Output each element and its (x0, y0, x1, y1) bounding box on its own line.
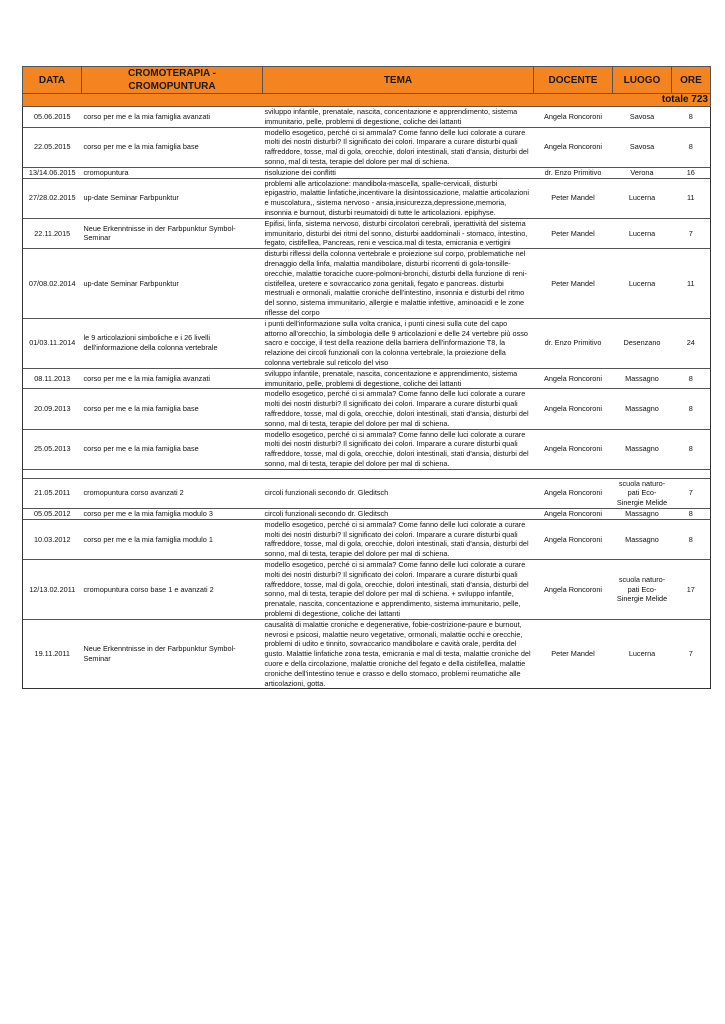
cell-ore: 7 (672, 619, 711, 689)
cell-docente: dr. Enzo Primitivo (534, 318, 613, 368)
cell-tema: risoluzione dei conflitti (263, 167, 534, 178)
cell-ore: 24 (672, 318, 711, 368)
cell-tema: i punti dell'informazione sulla volta cranica, i punti cinesi sulla cute del capo attorno all'orecchio, la simbologia delle 9 articolazioni e delle 24 vertebre più osso sacro e coccige, il test della reazione della barriera dell'informazione T8, la relazione dei circoli funzionali con la colonna vertebrale, la proiezione della colonna vertebrale sul reticolo del viso (263, 318, 534, 368)
cell-tema: modello esogetico, perché ci si ammala? Come fanno delle luci colorate a curare molti dei nostri disturbi? Il significato dei colori. Imparare a curare disturbi quali raffreddore, tosse, mal di gola, orecchie, dolori intestinali, stati d'ansia, disturbi del sonno, mal di testa, terapie del dolore per mal di schiena. (263, 127, 534, 167)
table-row (23, 178, 711, 218)
cell-date: 21.05.2011 (23, 478, 82, 508)
table-row (23, 127, 711, 167)
cell-tema: modello esogetico, perché ci si ammala? Come fanno delle luci colorate a curare molti dei nostri disturbi? Il significato dei colori. Imparare a curare disturbi quali raffreddore, tosse, mal di gola, orecchie, dolori intestinali, stati d'ansia, disturbi del sonno, mal di testa, terapie del dolore per mal di schiena. + sviluppo infantile, prenatale, nascita, concentazione e apprendimento, sistema immunitario, pelle, problemi di degestione, coliche dei lattanti (263, 560, 534, 620)
cell-ore: 7 (672, 478, 711, 508)
cell-tema: disturbi riflessi della colonna vertebrale e proiezione sul corpo, problematiche nel drenaggio della linfa, malattia mandibolare, disturbi ricorrenti di gola-tonsille-orecchie, malattie toraciche cuore-polmoni-bronchi, disturbi della funzione di reni-cistifellea, uretere e sovraccarico zona genitali, fegato e pancreas. disturbi mestruali e ormonali, malattie croniche dell'intestino, insonnia e disturbi del ritmo del sonno, sistema immunitario, allergie e malattie infettive, aminoacidi e le zone riflesse del corpo (263, 249, 534, 319)
cell-date: 20.09.2013 (23, 389, 82, 429)
cell-tema: causalità di malattie croniche e degenerative, fobie-costrizione-paure e burnout, nevrosi e psicosi, malattie neuro vegetative, ormonali, malattie occhi e orecchie, problemi di udito e tinnito, sovraccarico mandibolare e cavità orale, perdita del gusto. Malattie linfatiche zona testa, emicrania e mal di testa, malattie croniche del cuore e della circolazione, malattie croniche del fegato e della cistifellea, malattie croniche dell'intestino tenue e crasso e dello stomaco, problemi reumatiche alle articolazioni, gotta. (263, 619, 534, 689)
cell-docente: Angela Roncoroni (534, 368, 613, 389)
cell-luogo: Massagno (613, 509, 672, 520)
cell-ore: 7 (672, 218, 711, 248)
cell-docente (534, 469, 613, 478)
cell-date: 01/03.11.2014 (23, 318, 82, 368)
cell-ore: 8 (672, 389, 711, 429)
cell-tema: modello esogetico, perché ci si ammala? Come fanno delle luci colorate a curare molti dei nostri disturbi? Il significato dei colori. Imparare a curare disturbi quali raffreddore, tosse, mal di gola, orecchie, dolori intestinali, stati d'ansia, disturbi del sonno, mal di testa, terapie del dolore per mal di schiena. (263, 519, 534, 559)
cell-luogo: Desenzano (613, 318, 672, 368)
cell-ore: 11 (672, 178, 711, 218)
course-table (22, 66, 711, 689)
cell-date: 05.06.2015 (23, 107, 82, 128)
cell-ore: 8 (672, 509, 711, 520)
table-row (23, 429, 711, 469)
cell-docente: Angela Roncoroni (534, 519, 613, 559)
table-row (23, 389, 711, 429)
cell-tema: circoli funzionali secondo dr. Gleditsch (263, 478, 534, 508)
cell-luogo: scuola naturo-pati Eco-Sinergie Melide (613, 560, 672, 620)
cell-docente: Angela Roncoroni (534, 509, 613, 520)
table-row (23, 560, 711, 620)
table-row (23, 478, 711, 508)
total-row (23, 94, 711, 107)
cell-docente: Peter Mandel (534, 218, 613, 248)
cell-date: 22.11.2015 (23, 218, 82, 248)
cell-tema: problemi alle articolazione: mandibola-mascella, spalle-cervicali, disturbi epigastrio, malattie linfatiche,incentivare la disintossicazione, malattie articolazioni e muscolatura,, sistema nervoso - ansia,insicurezza,depressione,memoria, insonnia e burnout, disturbi reumatoidi di tutte le articolazioni. epiphyse. (263, 178, 534, 218)
cell-date: 10.03.2012 (23, 519, 82, 559)
cell-luogo: Lucerna (613, 249, 672, 319)
cell-docente: Angela Roncoroni (534, 107, 613, 128)
cell-course: corso per me e la mia famiglia modulo 1 (82, 519, 263, 559)
cell-ore: 8 (672, 107, 711, 128)
cell-luogo: Lucerna (613, 218, 672, 248)
cell-luogo: Verona (613, 167, 672, 178)
cell-date: 12/13.02.2011 (23, 560, 82, 620)
cell-luogo: Massagno (613, 389, 672, 429)
cell-ore: 11 (672, 249, 711, 319)
cell-date: 22.05.2015 (23, 127, 82, 167)
table-row (23, 167, 711, 178)
total-hours: totale 723 (23, 94, 711, 107)
cell-ore: 16 (672, 167, 711, 178)
cell-course: Neue Erkenntnisse in der Farbpunktur Symbol-Seminar (82, 619, 263, 689)
cell-ore: 17 (672, 560, 711, 620)
cell-date (23, 469, 82, 478)
cell-course: up-date Seminar Farbpunktur (82, 178, 263, 218)
cell-course (82, 469, 263, 478)
cell-luogo: Lucerna (613, 178, 672, 218)
cell-docente: Peter Mandel (534, 178, 613, 218)
cell-date: 25.05.2013 (23, 429, 82, 469)
cell-docente: dr. Enzo Primitivo (534, 167, 613, 178)
cell-course: corso per me e la mia famiglia avanzati (82, 368, 263, 389)
cell-course: Neue Erkenntnisse in der Farbpunktur Symbol-Seminar (82, 218, 263, 248)
cell-tema: modello esogetico, perché ci si ammala? Come fanno delle luci colorate a curare molti dei nostri disturbi? Il significato dei colori. Imparare a curare disturbi quali raffreddore, tosse, mal di gola, orecchie, dolori intestinali, stati d'ansia, disturbi del sonno, mal di testa, terapie del dolore per mal di schiena. (263, 389, 534, 429)
table-row (23, 107, 711, 128)
cell-luogo (613, 469, 672, 478)
table-row (23, 218, 711, 248)
table-row (23, 509, 711, 520)
cell-course: corso per me e la mia famiglia base (82, 389, 263, 429)
cell-date: 05.05.2012 (23, 509, 82, 520)
table-row (23, 619, 711, 689)
cell-tema: circoli funzionali secondo dr. Gleditsch (263, 509, 534, 520)
cell-date: 19.11.2011 (23, 619, 82, 689)
cell-course: corso per me e la mia famiglia base (82, 127, 263, 167)
cell-luogo: Massagno (613, 519, 672, 559)
cell-course: le 9 articolazioni simboliche e i 26 livelli dell'informazione della colonna vertebrale (82, 318, 263, 368)
header-course: CROMOTERAPIA - CROMOPUNTURA (82, 67, 263, 94)
cell-course: cromopuntura corso base 1 e avanzati 2 (82, 560, 263, 620)
cell-luogo: Massagno (613, 368, 672, 389)
cell-docente: Angela Roncoroni (534, 127, 613, 167)
cell-course: cromopuntura (82, 167, 263, 178)
cell-tema: modello esogetico, perché ci si ammala? Come fanno delle luci colorate a curare molti dei nostri disturbi? Il significato dei colori. Imparare a curare disturbi quali raffreddore, tosse, mal di gola, orecchie, dolori intestinali, stati d'ansia, disturbi del sonno, mal di testa, terapie del dolore per mal di schiena. (263, 429, 534, 469)
cell-ore: 8 (672, 127, 711, 167)
cell-ore: 8 (672, 519, 711, 559)
cell-ore (672, 469, 711, 478)
table-body (23, 107, 711, 689)
table-row (23, 519, 711, 559)
cell-course: corso per me e la mia famiglia modulo 3 (82, 509, 263, 520)
header-docente: DOCENTE (534, 67, 613, 94)
cell-course: up-date Seminar Farbpunktur (82, 249, 263, 319)
table-row (23, 318, 711, 368)
cell-luogo: Savosa (613, 107, 672, 128)
cell-docente: Angela Roncoroni (534, 429, 613, 469)
cell-luogo: Lucerna (613, 619, 672, 689)
table-row (23, 368, 711, 389)
cell-course: corso per me e la mia famiglia avanzati (82, 107, 263, 128)
cell-tema: Epifisi, linfa, sistema nervoso, disturbi circolatori cerebrali, iperattività del sistema immunitario, disturbi dei ritmi del sonno, disturbi aaddominali - stomaco, intestino, fegato, cistifellea, Pancreas, reni e vescica.mal di testa, emicrania e vertigini (263, 218, 534, 248)
cell-luogo: scuola naturo-pati Eco-Sinergie Melide (613, 478, 672, 508)
header-data: DATA (23, 67, 82, 94)
cell-docente: Angela Roncoroni (534, 478, 613, 508)
cell-date: 07/08.02.2014 (23, 249, 82, 319)
spacer-row (23, 469, 711, 478)
cell-tema: sviluppo infantile, prenatale, nascita, concentazione e apprendimento, sistema immunitario, pelle, problemi di degestione, coliche dei lattanti (263, 368, 534, 389)
table-row (23, 249, 711, 319)
course-table-sheet (22, 66, 712, 689)
cell-tema: sviluppo infantile, prenatale, nascita, concentazione e apprendimento, sistema immunitario, pelle, problemi di degestione, coliche dei lattanti (263, 107, 534, 128)
cell-date: 08.11.2013 (23, 368, 82, 389)
cell-date: 27/28.02.2015 (23, 178, 82, 218)
header-tema: TEMA (263, 67, 534, 94)
cell-tema (263, 469, 534, 478)
header-luogo: LUOGO (613, 67, 672, 94)
cell-docente: Peter Mandel (534, 249, 613, 319)
cell-luogo: Massagno (613, 429, 672, 469)
cell-date: 13/14.06.2015 (23, 167, 82, 178)
cell-ore: 8 (672, 368, 711, 389)
cell-luogo: Savosa (613, 127, 672, 167)
cell-course: corso per me e la mia famiglia base (82, 429, 263, 469)
header-row (23, 67, 711, 94)
cell-ore: 8 (672, 429, 711, 469)
cell-docente: Peter Mandel (534, 619, 613, 689)
header-ore: ORE (672, 67, 711, 94)
cell-docente: Angela Roncoroni (534, 560, 613, 620)
cell-docente: Angela Roncoroni (534, 389, 613, 429)
cell-course: cromopuntura corso avanzati 2 (82, 478, 263, 508)
